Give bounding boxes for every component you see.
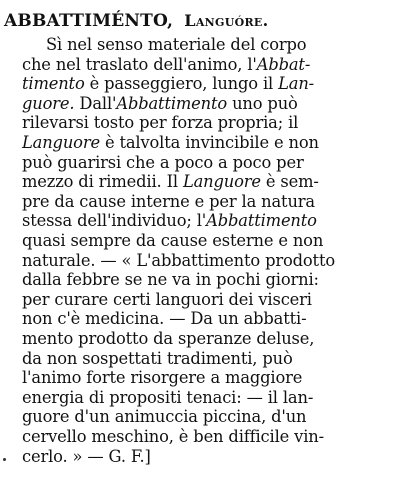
text-run: è talvolta invincibile e non (99, 133, 319, 152)
text-line (22, 349, 394, 369)
italic-term: timento (22, 74, 85, 94)
text-run: cervello meschino, è ben difficile vin- (22, 427, 324, 446)
text-line (22, 290, 394, 310)
text-line (22, 133, 394, 153)
italic-term: Abbat- (256, 54, 311, 74)
text-line (22, 55, 394, 75)
text-line (22, 388, 394, 408)
text-line (22, 192, 394, 212)
text-line (22, 113, 394, 133)
entry-heading (4, 4, 269, 32)
text-line (22, 270, 394, 290)
text-line (22, 231, 394, 251)
text-run: mezzo di rimedii. Il (22, 172, 183, 192)
text-line (22, 407, 394, 427)
text-run: l'animo forte risorgere a maggiore (22, 368, 303, 388)
text-run: cerlo. » — G. F.] (22, 446, 151, 466)
text-run: da non sospettati tradimenti, può (22, 348, 293, 368)
text-run: Dall' (74, 93, 117, 113)
italic-term: Abbattimento (206, 211, 317, 231)
italic-term: Languore (182, 172, 261, 192)
text-run: non c'è medicina. — Da un abbatti- (22, 309, 307, 329)
headword: ABBATTIMÉNTO, (4, 11, 174, 31)
text-run: dalla febbre se ne va in pochi giorni: (22, 270, 319, 290)
synonym-headword: Languóre. (184, 11, 269, 30)
italic-term: Lan- (278, 74, 315, 94)
text-run: che nel traslato dell'animo, l' (22, 54, 257, 74)
text-run: guore d'un animuccia piccina, d'un (22, 407, 307, 427)
text-run: rilevarsi tosto per forza propria; il (22, 113, 299, 133)
text-run: mento prodotto da speranze deluse, (22, 329, 315, 348)
text-run: quasi sempre da cause esterne e non (22, 231, 324, 250)
text-run: per curare certi languori dei visceri (22, 289, 312, 309)
italic-term: Abbattimento (116, 93, 228, 113)
text-line (22, 211, 394, 231)
text-line (22, 309, 394, 329)
text-line (22, 368, 394, 388)
text-line (22, 172, 394, 192)
text-line (22, 251, 394, 271)
text-line (22, 153, 394, 173)
text-line (46, 35, 394, 55)
print-speck (3, 458, 6, 461)
text-line (22, 94, 394, 114)
text-line (22, 329, 394, 349)
text-run: stessa dell'individuo; l' (22, 211, 207, 231)
text-run: pre da cause interne e per la natura (22, 191, 315, 211)
text-run: naturale. — « L'abbattimento prodotto (22, 250, 335, 270)
text-run: uno può (227, 93, 298, 113)
text-line (22, 447, 394, 467)
italic-term: Languore (22, 133, 100, 152)
text-line (22, 74, 394, 94)
text-run: energia di propositi tenaci: — il lan- (22, 387, 314, 407)
italic-term: guore. (22, 93, 75, 113)
text-run: è sem- (260, 172, 319, 192)
text-line (22, 427, 394, 447)
text-run: può guarirsi che a poco a poco per (22, 152, 304, 172)
text-run: è passeggiero, lungo il (84, 74, 279, 94)
text-run: Sì nel senso materiale del corpo (46, 35, 307, 54)
